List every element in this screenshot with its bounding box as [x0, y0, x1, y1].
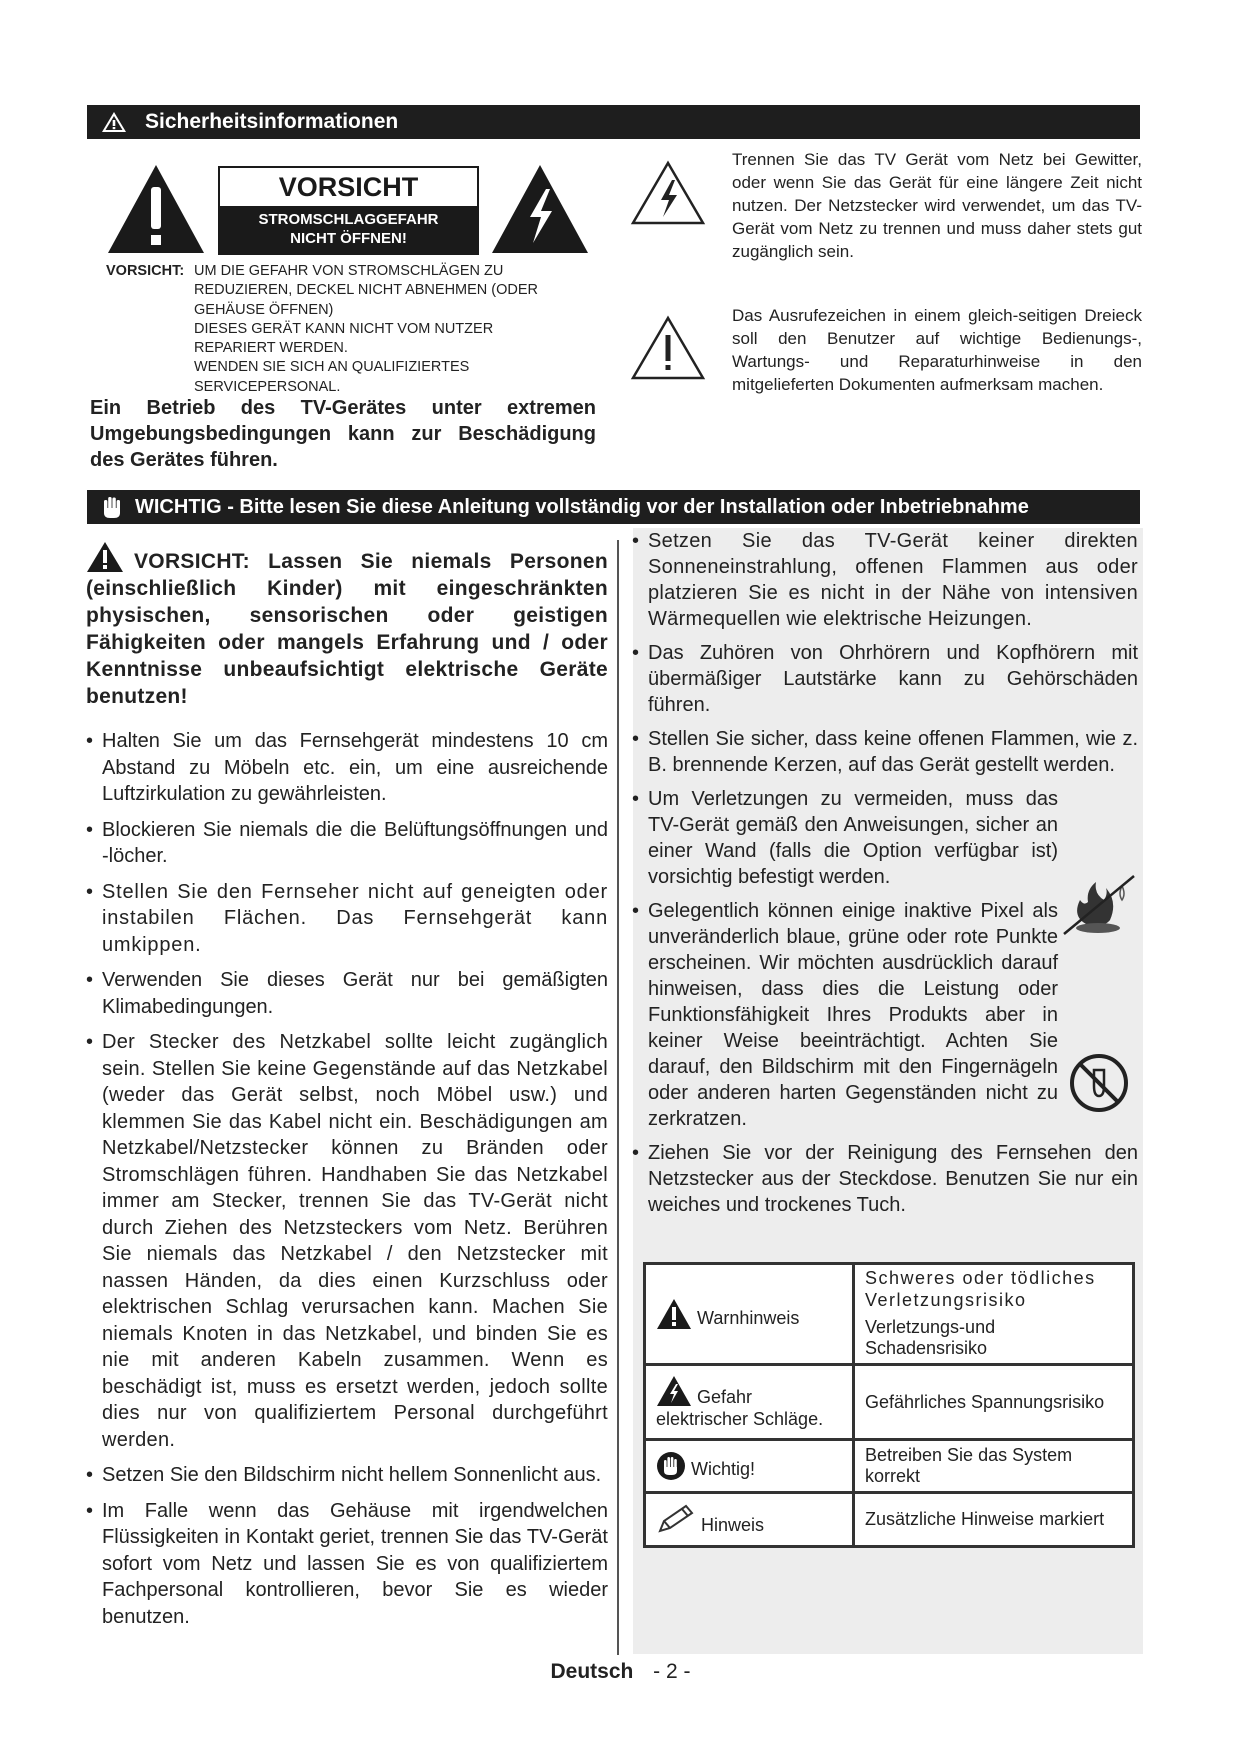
caution-box-line2: NICHT ÖFFNEN! [290, 230, 407, 247]
legend-desc: Schweres oder tödliches Verletzungsrisiko [865, 1268, 1096, 1310]
lightning-outline-icon [630, 160, 706, 226]
legend-shock-cell [645, 1365, 854, 1440]
list-item: • Um Verletzungen zu vermeiden, muss das TV-Gerät gemäß den Anweisungen, sicher an einer Wand (falls die Option verfügbar ist) vorsichtig befestigt werden. [632, 786, 1138, 890]
section-title: Sicherheitsinformationen [145, 110, 399, 133]
symbol-legend-table [643, 1262, 1135, 1548]
pencil-icon [656, 1503, 696, 1535]
list-item: • Der Stecker des Netzkabel sollte leicht zugänglich sein. Stellen Sie keine Gegenstände auf das Netzkabel (weder das Gerät selbst, noch Möbel usw.) und klemmen Sie das Kabel nicht ein. Beschädigungen am Netzkabel/Netzstecker können zu Bränden oder Stromschlägen führen. Handhaben Sie das Netzkabel immer am Stecker, trennen Sie das TV-Gerät nicht durch Ziehen des Netzsteckers vom Netz. Berühren Sie niemals das Netzkabel / den Netzstecker mit nassen Händen, da dies einen Kurzschluss oder elektrischen Schlag verursachen kann. Machen Sie niemals Knoten in das Netzkabel, und binden Sie es nie mit anderen Kabeln zusammen. Wenn es beschädigt ist, muss es ersetzt werden, jedoch sollte dies nur von qualifiziertem Personal durchgeführt werden. [86, 1029, 608, 1453]
caution-line: SERVICEPERSONAL. [194, 378, 341, 395]
list-item: • Setzen Sie das TV-Gerät keiner direkten Sonneneinstrahlung, offenen Flammen aus oder platzieren Sie es nicht in der Nähe von intensiven Wärmequellen wie elektrische Heizungen. [632, 528, 1138, 632]
caution-box [218, 166, 479, 255]
section-header-safety [87, 105, 1140, 139]
list-item: • Gelegentlich können einige inaktive Pixel als unveränderlich blaue, grüne oder rote Punkte erscheinen. Wir möchten ausdrücklich darauf hinweisen, dass dies die Leistung oder Funktionsfähigkeit Ihres Produkts aber in keiner Weise beeinträchtigt. Achten Sie darauf, den Bildschirm mit den Fingernägeln oder anderen harten Gegenständen nicht zu zerkratzen. [632, 898, 1138, 1132]
lightning-triangle-icon [656, 1375, 692, 1407]
footer-language: Deutsch [550, 1660, 634, 1683]
exclamation-text: Das Ausrufezeichen in einem gleich-seitigen Dreieck soll den Benutzer auf wichtige Bedienungs-, Wartungs- und Reparaturhinweise in den mitgelieferten Dokumenten aufmerksam machen. [732, 306, 1142, 394]
caution-line: UM DIE GEFAHR VON STROMSCHLÄGEN ZU [194, 263, 504, 279]
warning-heading-text: VORSICHT: Lassen Sie niemals Personen (einschließlich Kinder) mit eingeschränkten physischen, sensorischen oder geistigen Fähigkeiten oder mangels Erfahrung und / oder Kenntnisse unbeaufsichtigt elektrische Geräte benutzen! [86, 550, 608, 708]
table-row [645, 1493, 1134, 1547]
list-item: • Blockieren Sie niemals die die Belüftungsöffnungen und -löcher. [86, 817, 608, 870]
table-row [645, 1365, 1134, 1440]
table-row [645, 1264, 1134, 1365]
list-item: • Verwenden Sie dieses Gerät nur bei gemäßigten Klimabedingungen. [86, 967, 608, 1020]
warning-triangle-icon [656, 1298, 692, 1330]
list-item: • Im Falle wenn das Gehäuse mit irgendwelchen Flüssigkeiten in Kontakt geriet, trennen Sie das TV-Gerät sofort vom Netz und lassen Sie es von qualifiziertem Fachpersonal kontrollieren, bevor Sie es wieder benutzen. [86, 1498, 608, 1631]
caution-box-line1: STROMSCHLAGGEFAHR [258, 211, 439, 228]
legend-important-cell [645, 1440, 854, 1493]
table-row [645, 1440, 1134, 1493]
caution-box-title: VORSICHT [278, 172, 419, 202]
section-header-important [87, 490, 1140, 524]
legend-warning-cell [645, 1264, 854, 1365]
legend-note-cell [645, 1493, 854, 1547]
extreme-conditions-text: Ein Betrieb des TV-Gerätes unter extremen Umgebungsbedingungen kann zur Beschädigung des Gerätes führen. [90, 397, 596, 471]
hand-stop-icon [656, 1451, 686, 1481]
hand-stop-icon [101, 495, 123, 519]
lightning-text: Trennen Sie das TV Gerät vom Netz bei Gewitter, oder wenn Sie das Gerät für eine längere Zeit nicht nutzen. Der Netzstecker wird verwendet, um das TV-Gerät vom Netz zu trennen und muss daher stets gut zugänglich sein. [732, 150, 1142, 261]
legend-label: Gefahr elektrischer Schläge. [656, 1386, 824, 1429]
page-footer [0, 1660, 1241, 1684]
footer-page-number: - 2 - [653, 1660, 691, 1683]
caution-text [106, 262, 606, 397]
legend-label: Warnhinweis [697, 1308, 800, 1328]
list-item: • Ziehen Sie vor der Reinigung des Fernsehen den Netzstecker aus der Steckdose. Benutzen Sie nur ein weiches und trockenes Tuch. [632, 1140, 1138, 1218]
legend-desc-cell [854, 1264, 1134, 1365]
column-divider [617, 540, 619, 1655]
list-item: • Das Zuhören von Ohrhörern und Kopfhörern mit übermäßiger Lautstärke kann zu Gehörschäden führen. [632, 640, 1138, 718]
exclamation-outline-icon [630, 315, 706, 381]
legend-desc: Verletzungs-und Schadensrisiko [865, 1317, 996, 1358]
legend-desc: Zusätzliche Hinweise markiert [854, 1493, 1134, 1547]
caution-line: GEHÄUSE ÖFFNEN) [194, 301, 334, 318]
warning-triangle-icon [101, 111, 127, 133]
warning-triangle-icon [86, 541, 124, 573]
caution-line: REDUZIEREN, DECKEL NICHT ABNEHMEN (ODER [194, 282, 539, 299]
list-item: • Stellen Sie sicher, dass keine offenen Flammen, wie z. B. brennende Kerzen, auf das Gerät gestellt werden. [632, 726, 1138, 778]
left-column [86, 541, 608, 1630]
section-title: WICHTIG - Bitte lesen Sie diese Anleitung vollständig vor der Installation oder Inbetriebnahme [135, 495, 1029, 518]
legend-label: Hinweis [701, 1515, 765, 1535]
caution-line: DIESES GERÄT KANN NICHT VOM NUTZER [194, 320, 494, 337]
caution-line: WENDEN SIE SICH AN QUALIFIZIERTES [194, 359, 470, 376]
warning-heading [86, 541, 608, 710]
list-item: • Setzen Sie den Bildschirm nicht hellem Sonnenlicht aus. [86, 1462, 608, 1489]
lightning-triangle-icon [490, 163, 590, 255]
exclamation-triangle-icon [106, 163, 206, 255]
no-scratch-icon [1068, 1050, 1130, 1116]
caution-label: VORSICHT: [106, 263, 185, 279]
caution-box-subtitle [220, 206, 477, 253]
no-fire-icon [1060, 872, 1138, 936]
list-item: • Stellen Sie den Fernseher nicht auf geneigten oder instabilen Flächen. Das Fernsehgerät kann umkippen. [86, 879, 608, 959]
legend-desc: Betreiben Sie das System korrekt [854, 1440, 1134, 1493]
caution-line: REPARIERT WERDEN. [194, 340, 348, 357]
legend-label: Wichtig! [691, 1459, 756, 1479]
list-item: • Halten Sie um das Fernsehgerät mindestens 10 cm Abstand zu Möbeln etc. ein, um eine ausreichende Luftzirkulation zu gewährleisten. [86, 728, 608, 808]
legend-desc: Gefährliches Spannungsrisiko [854, 1365, 1134, 1440]
